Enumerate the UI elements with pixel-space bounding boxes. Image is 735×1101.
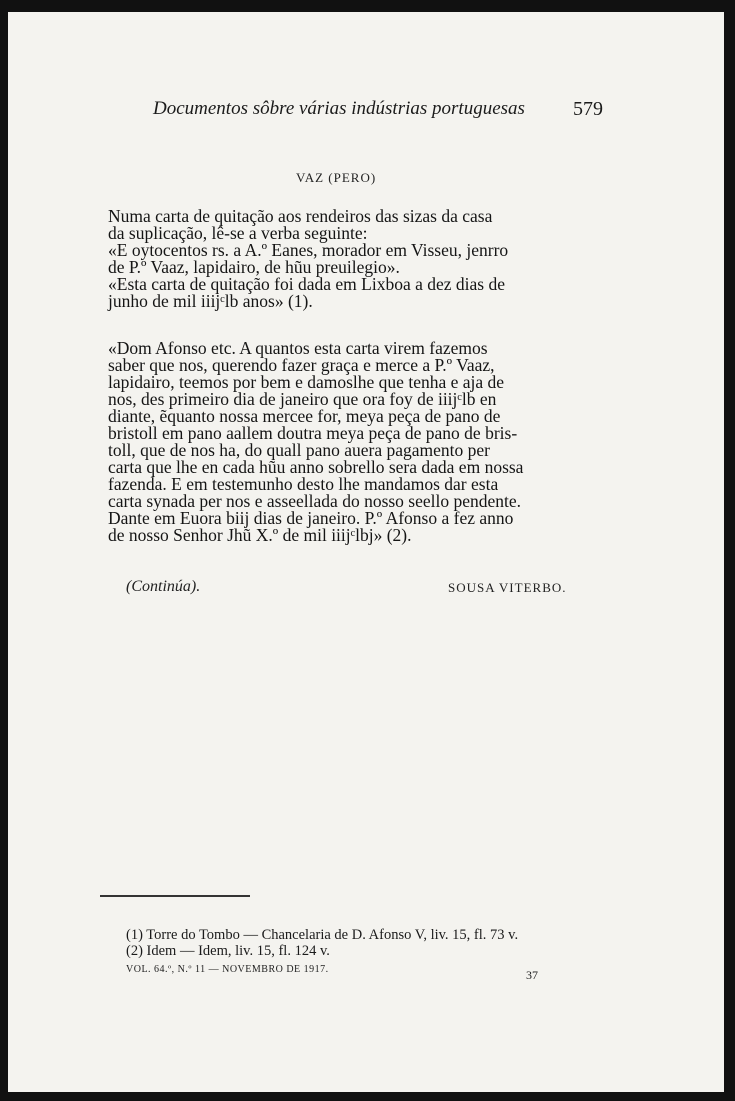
footnote-1: (1) Torre do Tombo — Chancelaria de D. Afonso V, liv. 15, fl. 73 v. [126,927,519,943]
text-line: bristoll em pano aallem doutra meya peça de pano de bris- [108,423,518,443]
text-line: toll, que de nos ha, do quall pano auera pagamento per [108,440,490,460]
paragraph-quitacao [108,208,578,310]
volume-imprint: VOL. 64.º, N.º 11 — NOVEMBRO DE 1917. [126,964,329,975]
footnote-divider [100,895,250,897]
section-title: VAZ (PERO) [296,170,377,185]
continued-note: (Continúa). [126,578,201,595]
running-title: Documentos sôbre várias indústrias portuguesas [153,98,525,119]
page-number: 579 [573,98,603,120]
author-signature: SOUSA VITERBO. [448,580,567,595]
text-line: lapidairo, teemos por bem e damoslhe que tenha e aja de [108,372,505,392]
text-line: «Dom Afonso etc. A quantos esta carta virem fazemos [108,338,488,358]
text-line: de P.º Vaaz, lapidairo, de hũu preuilegio». [108,257,400,277]
text-line: «Esta carta de quitação foi dada em Lixboa a dez dias de [108,274,505,294]
text-line: junho de mil iiijᶜlb anos» (1). [108,291,313,311]
text-line: «E oytocentos rs. a A.º Eanes, morador em Visseu, jenrro [108,240,509,260]
paragraph-carta [108,340,578,544]
text-line: diante, ẽquanto nossa mercee for, meya peça de pano de [108,406,501,426]
text-line: Numa carta de quitação aos rendeiros das sizas da casa [108,206,493,226]
text-line: da suplicação, lê-se a verba seguinte: [108,223,368,243]
text-line: Dante em Euora biij dias de janeiro. P.º Afonso a fez anno [108,508,514,528]
text-line: saber que nos, querendo fazer graça e merce a P.º Vaaz, [108,355,495,375]
text-line: carta que lhe en cada hũu anno sobrello sera dada em nossa [108,457,524,477]
sheet-number: 37 [526,968,538,982]
text-line: nos, des primeiro dia de janeiro que ora foy de iiijᶜlb en [108,389,497,409]
running-header [153,98,603,120]
text-line: carta synada per nos e asseellada do nosso seello pendente. [108,491,522,511]
footnote-2: (2) Idem — Idem, liv. 15, fl. 124 v. [126,943,330,959]
text-line: fazenda. E em testemunho desto lhe mandamos dar esta [108,474,499,494]
document-page [8,12,724,1092]
text-line: de nosso Senhor Jhũ X.º de mil iiijᶜlbj» (2). [108,525,412,545]
